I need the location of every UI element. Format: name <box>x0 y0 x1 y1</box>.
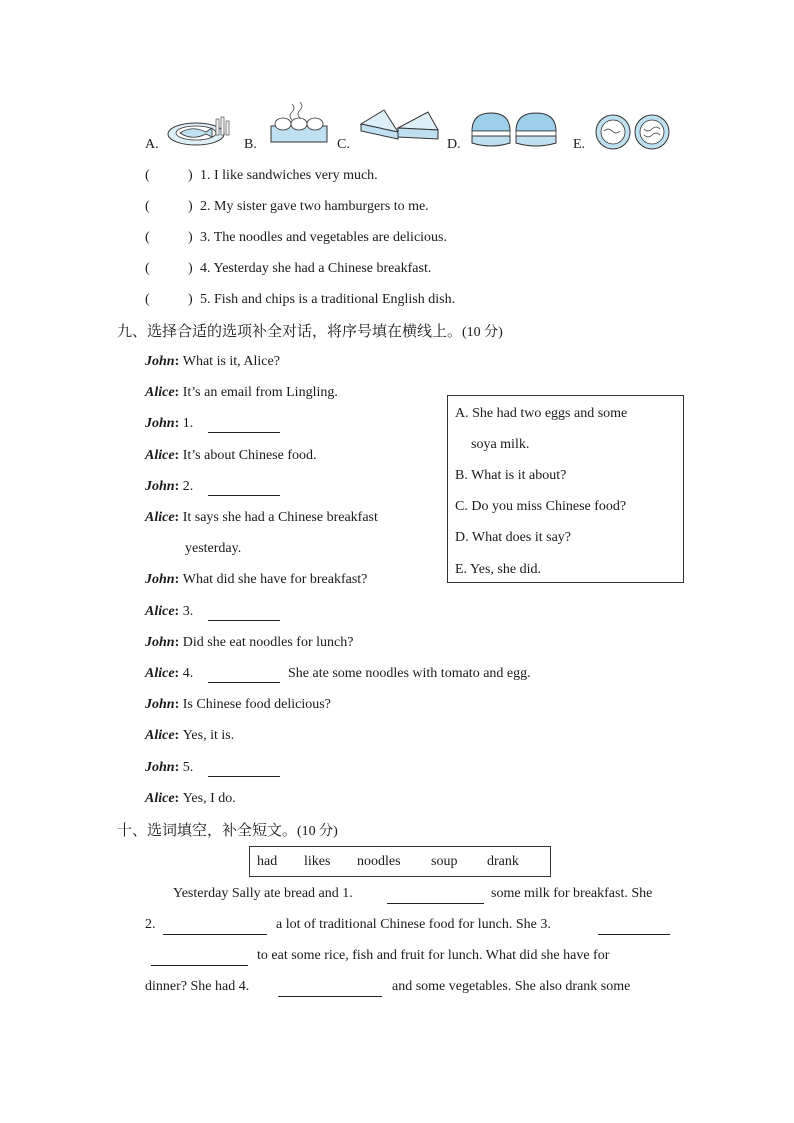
answer-blank-2[interactable] <box>208 481 280 496</box>
option-c: C. Do you miss Chinese food? <box>455 499 627 514</box>
passage-blank-3-cont[interactable] <box>151 951 248 966</box>
dialogue-line: John: 1. <box>145 416 194 431</box>
dialogue-line: John: 5. <box>145 760 194 775</box>
option-a: A. She had two eggs and some <box>455 406 628 421</box>
options-box <box>447 395 684 583</box>
sandwiches-icon <box>358 106 440 148</box>
dialogue-line: Alice: Yes, I do. <box>145 791 236 806</box>
answer-blank[interactable]: ) <box>188 168 193 183</box>
dialogue-line: John: Did she eat noodles for lunch? <box>145 635 354 650</box>
passage-blank-2[interactable] <box>163 920 267 935</box>
word-bank-item: noodles <box>357 854 401 869</box>
answer-blank[interactable]: ) <box>188 230 193 245</box>
word-bank-item: likes <box>304 854 331 869</box>
option-e: E. Yes, she did. <box>455 562 541 577</box>
section-9-heading: 九、选择合适的选项补全对话，将序号填在横线上。(10 分) <box>117 322 503 340</box>
hamburgers-icon <box>470 111 560 153</box>
dialogue-line: Alice: It’s an email from Lingling. <box>145 385 338 400</box>
word-bank-item: soup <box>431 854 458 869</box>
answer-blank-1[interactable] <box>208 418 280 433</box>
option-a-cont: soya milk. <box>471 437 530 452</box>
picture-label-c: C. <box>337 137 350 152</box>
word-bank-item: drank <box>487 854 519 869</box>
dialogue-line: Alice: Yes, it is. <box>145 728 235 743</box>
steamed-buns-icon <box>268 100 330 144</box>
picture-label-d: D. <box>447 137 461 152</box>
passage-blank-1[interactable] <box>387 889 484 904</box>
dialogue-line: Alice: It says she had a Chinese breakfast <box>145 510 378 525</box>
answer-blank[interactable]: ) <box>188 199 193 214</box>
dialogue-line: John: What is it, Alice? <box>145 354 280 369</box>
fish-and-chips-icon <box>166 112 234 148</box>
word-bank-item: had <box>257 854 278 869</box>
answer-blank-4[interactable] <box>208 668 280 683</box>
section-10-heading: 十、选词填空，补全短文。(10 分) <box>117 821 338 839</box>
dialogue-line: John: What did she have for breakfast? <box>145 572 368 587</box>
answer-blank[interactable]: ) <box>188 292 193 307</box>
passage-blank-3[interactable] <box>598 920 670 935</box>
dialogue-line: yesterday. <box>185 541 242 556</box>
option-b: B. What is it about? <box>455 468 567 483</box>
dialogue-line: Alice: 3. <box>145 604 194 619</box>
picture-label-e: E. <box>573 137 586 152</box>
picture-label-b: B. <box>244 137 257 152</box>
answer-blank-5[interactable] <box>208 762 280 777</box>
answer-blank-3[interactable] <box>208 606 280 621</box>
option-d: D. What does it say? <box>455 530 571 545</box>
dialogue-line: John: 2. <box>145 479 194 494</box>
passage-blank-4[interactable] <box>278 982 382 997</box>
picture-label-a: A. <box>145 137 159 152</box>
dialogue-line: Alice: It’s about Chinese food. <box>145 448 317 463</box>
word-bank <box>249 846 551 877</box>
answer-blank[interactable]: ) <box>188 261 193 276</box>
dialogue-line: John: Is Chinese food delicious? <box>145 697 331 712</box>
noodle-bowls-icon <box>594 113 672 151</box>
dialogue-line: Alice: 4. <box>145 666 194 681</box>
